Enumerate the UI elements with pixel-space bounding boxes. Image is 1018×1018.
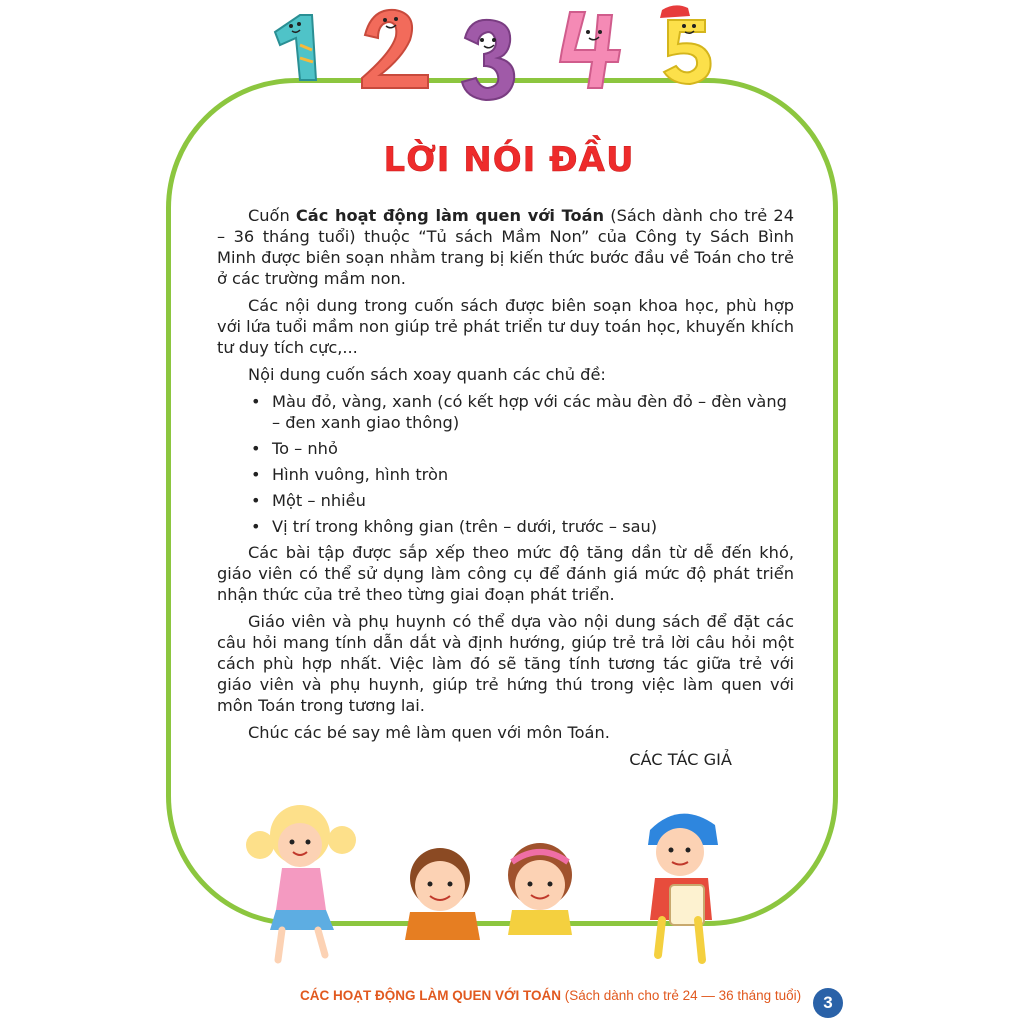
bullet-icon: • [251,392,261,411]
paragraph-2: Các nội dung trong cuốn sách được biên soạn khoa học, phù hợp với lứa tuổi mầm non giúp trẻ phát triển tư duy toán học, khuyến khích tư duy tích cực,... [217,296,794,357]
footer-running-title [300,988,800,1003]
boy-with-cap-writing [648,814,718,960]
girl-with-pigtails [246,805,356,960]
number-four-character [560,12,620,88]
children-illustration [230,790,750,990]
preface-body [217,205,794,770]
footer-book-title: CÁC HOẠT ĐỘNG LÀM QUEN VỚI TOÁN [300,988,562,1003]
bullet-icon: • [251,491,261,510]
boy-lying-down [405,848,480,940]
topic-list [217,391,794,537]
paragraph-6: Chúc các bé say mê làm quen với môn Toán. [248,723,610,742]
list-item: • Màu đỏ, vàng, xanh (có kết hợp với các màu đèn đỏ – đèn vàng – đen xanh giao thông) [251,392,787,432]
girl-with-headband [508,843,572,935]
list-item: • Hình vuông, hình tròn [251,465,449,484]
number-five-character [660,5,711,84]
list-item: • Một – nhiều [251,491,366,510]
footer-subtitle: (Sách dành cho trẻ 24 — 36 tháng tuổi) [561,988,802,1003]
paragraph-3: Nội dung cuốn sách xoay quanh các chủ đề: [248,365,606,384]
paragraph-4: Các bài tập được sắp xếp theo mức độ tăng dần từ dễ đến khó, giáo viên có thể sử dụng làm công cụ để đánh giá mức độ phát triển nhận thức của trẻ theo từng giai đoạn phát triển. [217,543,794,604]
page-title: LỜI NÓI ĐẦU [383,140,635,180]
number-one-character [275,15,316,80]
number-two-character [362,10,428,88]
page-number-badge: 3 [813,988,843,1018]
list-item: • To – nhỏ [251,439,338,458]
signature: CÁC TÁC GIẢ [629,750,732,769]
number-characters-illustration [0,0,1018,110]
bullet-icon: • [251,465,261,484]
paragraph-5: Giáo viên và phụ huynh có thể dựa vào nội dung sách để đặt các câu hỏi mang tính dẫn dắt và định hướng, giúp trẻ trả lời câu hỏi một cách phù hợp nhất. Việc làm đó sẽ tăng tính tương tác giữa trẻ với giáo viên và phụ huynh, giúp trẻ hứng thú trong việc làm quen với môn Toán trong tương lai. [217,612,794,715]
book-name: Các hoạt động làm quen với Toán [295,206,605,225]
bullet-icon: • [251,517,261,536]
bullet-icon: • [251,439,261,458]
list-item: • Vị trí trong không gian (trên – dưới, trước – sau) [251,517,658,536]
number-three-character [462,20,514,100]
intro-paragraph: Cuốn Các hoạt động làm quen với Toán (Sách dành cho trẻ 24 – 36 tháng tuổi) thuộc “Tủ sách Mầm Non” của Công ty Sách Bình Minh được biên soạn nhằm trang bị kiến thức bước đầu về Toán cho trẻ ở các trường mầm non. [217,206,794,288]
